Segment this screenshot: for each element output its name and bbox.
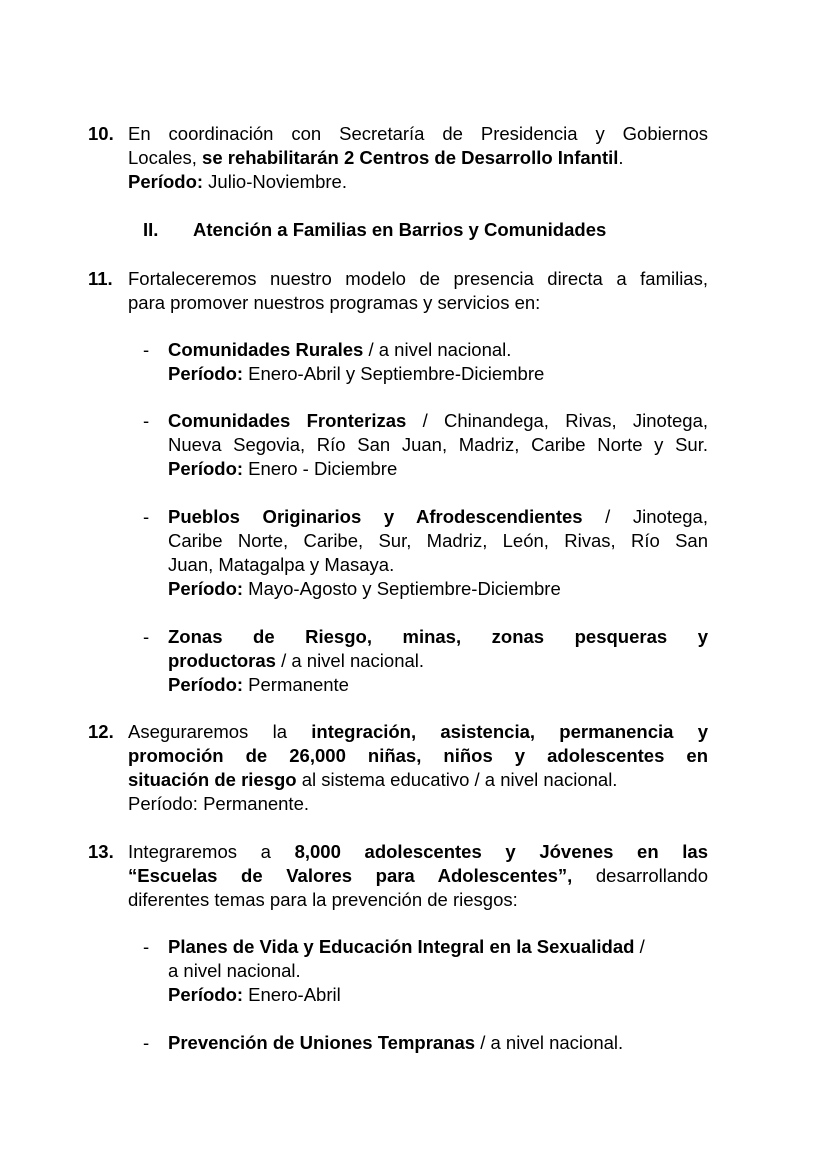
bullet-text: Nueva Segovia, Río San Juan, Madriz, Caribe Norte y Sur. (168, 434, 708, 455)
bullet-dash: - (143, 936, 150, 957)
list-item-12 (88, 720, 708, 816)
bullet-text: / Jinotega, (582, 506, 708, 527)
bullet-text: / (634, 936, 645, 957)
item-text: Fortaleceremos nuestro modelo de presencia directa a familias, (128, 268, 708, 289)
item-highlight: integración, asistencia, permanencia y (311, 721, 708, 742)
item-highlight: “Escuelas de Valores para Adolescentes”, (128, 865, 573, 886)
period-value: Enero - Diciembre (243, 458, 398, 479)
period-value: Enero-Abril (243, 984, 341, 1005)
bullet-dash: - (143, 339, 150, 360)
bullet-title: Prevención de Uniones Tempranas (168, 1032, 476, 1053)
bullet-title: Pueblos Originarios y Afrodescendientes (168, 506, 583, 527)
bullet-item (143, 1031, 708, 1055)
item-text: En coordinación con Secretaría de Presidencia y Gobiernos (128, 123, 708, 144)
item-text: desarrollando (572, 865, 708, 886)
period-label: Período: (168, 578, 244, 599)
section-numeral: II. (143, 219, 159, 240)
bullet-dash: - (143, 1032, 150, 1053)
item-text: al sistema educativo / a nivel nacional. (296, 769, 618, 790)
item-text: Período: Permanente. (128, 793, 309, 814)
bullet-title: productoras (168, 650, 276, 671)
bullet-item (143, 505, 708, 601)
section-title: Atención a Familias en Barrios y Comunidades (193, 219, 607, 240)
bullet-text: / a nivel nacional. (475, 1032, 624, 1053)
bullet-title: Comunidades Fronterizas (168, 410, 407, 431)
list-item-10 (88, 122, 708, 194)
period-label: Período: (168, 984, 244, 1005)
item-highlight: se rehabilitarán 2 Centros de Desarrollo Infantil (202, 147, 619, 168)
bullet-title: Zonas de Riesgo, minas, zonas pesqueras y (168, 626, 708, 647)
period-value: Mayo-Agosto y Septiembre-Diciembre (243, 578, 561, 599)
list-item-11 (88, 267, 708, 315)
period-value: Permanente (243, 674, 349, 695)
item-text: diferentes temas para la prevención de riesgos: (128, 889, 518, 910)
period-value: Julio-Noviembre. (203, 171, 347, 192)
item-number: 13. (88, 841, 114, 862)
period-label: Período: (168, 458, 244, 479)
bullet-title: Comunidades Rurales (168, 339, 364, 360)
period-label: Período: (168, 363, 244, 384)
bullet-text: / a nivel nacional. (363, 339, 512, 360)
bullet-text: a nivel nacional. (168, 960, 301, 981)
period-value: Enero-Abril y Septiembre-Diciembre (243, 363, 545, 384)
bullet-text: Caribe Norte, Caribe, Sur, Madriz, León, Rivas, Río San (168, 530, 708, 551)
period-label: Período: (128, 171, 204, 192)
item-highlight: promoción de 26,000 niñas, niños y adolescentes en (128, 745, 708, 766)
item-text: Aseguraremos la (128, 721, 312, 742)
bullet-item (143, 935, 708, 1007)
bullet-dash: - (143, 626, 150, 647)
item-highlight: 8,000 adolescentes y Jóvenes en las (294, 841, 708, 862)
bullet-item (143, 625, 708, 697)
list-item-13 (88, 840, 708, 912)
period-label: Período: (168, 674, 244, 695)
bullet-title: Planes de Vida y Educación Integral en la Sexualidad (168, 936, 635, 957)
bullet-dash: - (143, 410, 150, 431)
bullet-item (143, 338, 708, 386)
item-highlight: situación de riesgo (128, 769, 297, 790)
item-text: . (618, 147, 624, 168)
item-number: 12. (88, 721, 114, 742)
item-text: Locales, (128, 147, 203, 168)
section-heading (143, 218, 606, 242)
bullet-text: Juan, Matagalpa y Masaya. (168, 554, 395, 575)
bullet-dash: - (143, 506, 150, 527)
item-text: Integraremos a (128, 841, 295, 862)
bullet-text: / a nivel nacional. (275, 650, 425, 671)
bullet-item (143, 409, 708, 481)
item-number: 11. (88, 268, 113, 289)
bullet-text: / Chinandega, Rivas, Jinotega, (406, 410, 708, 431)
item-number: 10. (88, 123, 114, 144)
item-text: para promover nuestros programas y servicios en: (128, 292, 541, 313)
